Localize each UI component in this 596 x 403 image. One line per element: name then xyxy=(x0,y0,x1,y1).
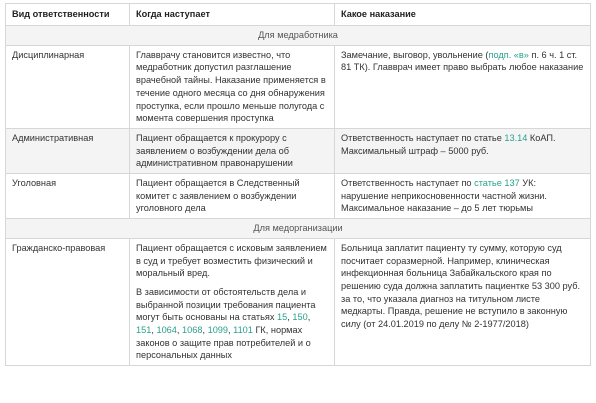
section-title-organization: Для медорганизации xyxy=(253,223,343,234)
cell-when: Пациент обращается в Следственный комитет с заявлением о возбуждении уголовного дела xyxy=(130,174,335,218)
header-punishment: Какое наказание xyxy=(341,9,416,19)
cell-punishment: Больница заплатит пациенту ту сумму, которую суд посчитает соразмерной. Например, клиническая инфекционная больница Забайкальского края по решению суда должна заплатить пациентке 53 300 руб. за то, что указала диагноз на титульном листе медкарты. Правда, решение не вступило в законную силу (от 24.01.2019 по делу № 2-1977/2018) xyxy=(341,242,581,330)
punishment-text: КоАП. Максимальный штраф – 5000 руб. xyxy=(341,132,556,156)
cell-when: Главврачу становится известно, что медработник допустил разглашение врачебной тайны. Наказание применяется в течение одного месяца со дня обнаружения проступка, если прошло меньше полугода с момента совершения проступка xyxy=(130,46,335,128)
law-link-uk[interactable]: статье 137 xyxy=(474,178,520,189)
cell-punishment xyxy=(335,129,590,173)
table-header-row xyxy=(6,4,590,25)
cell-when xyxy=(130,239,335,365)
cell-punishment xyxy=(335,174,590,218)
when-text: В зависимости от обстоятельств дела и выбранной позиции требования пациента могут быть основаны на статьях xyxy=(136,286,316,323)
law-link-koap[interactable]: 13.14 xyxy=(504,132,528,143)
punishment-text: Ответственность наступает по статье xyxy=(341,132,505,143)
header-when: Когда наступает xyxy=(130,4,335,25)
law-link-gk[interactable]: 1101 xyxy=(233,325,253,336)
punishment-text: Ответственность наступает по xyxy=(341,178,475,189)
punishment-text: п. 6 ч. 1 ст. 81 ТК). Главврач имеет право выбрать любое наказание xyxy=(341,49,584,73)
when-paragraph: В зависимости от обстоятельств дела и выбранной позиции требования пациента могут быть основаны на статьях 15, 150, 151, 1064, 1068, 1099, 1101 ГК, нормах законов о защите прав потребителей и о персональных данных xyxy=(136,286,316,361)
section-title-employee: Для медработника xyxy=(258,30,338,40)
cell-punishment xyxy=(335,46,590,128)
punishment-text: Замечание, выговор, увольнение ( xyxy=(341,49,489,60)
cell-type: Уголовная xyxy=(6,174,130,218)
table-row-disciplinary xyxy=(6,45,590,128)
table-row-criminal xyxy=(6,173,590,218)
law-link-gk[interactable]: 1064 xyxy=(156,325,177,336)
law-link-subparagraph[interactable]: подп. «в» xyxy=(488,49,529,60)
section-row-employee xyxy=(6,25,590,45)
law-link-gk[interactable]: 1099 xyxy=(207,325,229,336)
punishment-text: УК: нарушение неприкосновенности частной жизни. Максимальное наказание – до 5 лет тюрьмы xyxy=(341,178,547,214)
responsibility-table xyxy=(5,3,591,366)
law-link-gk[interactable]: 150 xyxy=(292,312,308,323)
cell-type: Дисциплинарная xyxy=(6,46,130,128)
when-text: ГК, нормах законов о защите прав потребителей и о персональных данных xyxy=(136,325,311,361)
cell-when: Пациент обращается к прокурору с заявлением о возбуждении дела об административном правонарушении xyxy=(130,129,335,173)
cell-type: Гражданско-правовая xyxy=(6,239,130,365)
table-row-civil xyxy=(6,238,590,365)
when-paragraph: Пациент обращается с исковым заявлением в суд и требует возместить физический и моральный вред. xyxy=(136,242,327,279)
header-type: Вид ответственности xyxy=(6,4,130,25)
law-link-gk[interactable]: 151 xyxy=(136,325,152,336)
cell-type: Административная xyxy=(6,129,130,173)
table-row-administrative xyxy=(6,128,590,173)
section-row-organization xyxy=(6,218,590,238)
law-link-gk[interactable]: 15 xyxy=(277,312,288,323)
law-link-gk[interactable]: 1068 xyxy=(182,325,203,336)
